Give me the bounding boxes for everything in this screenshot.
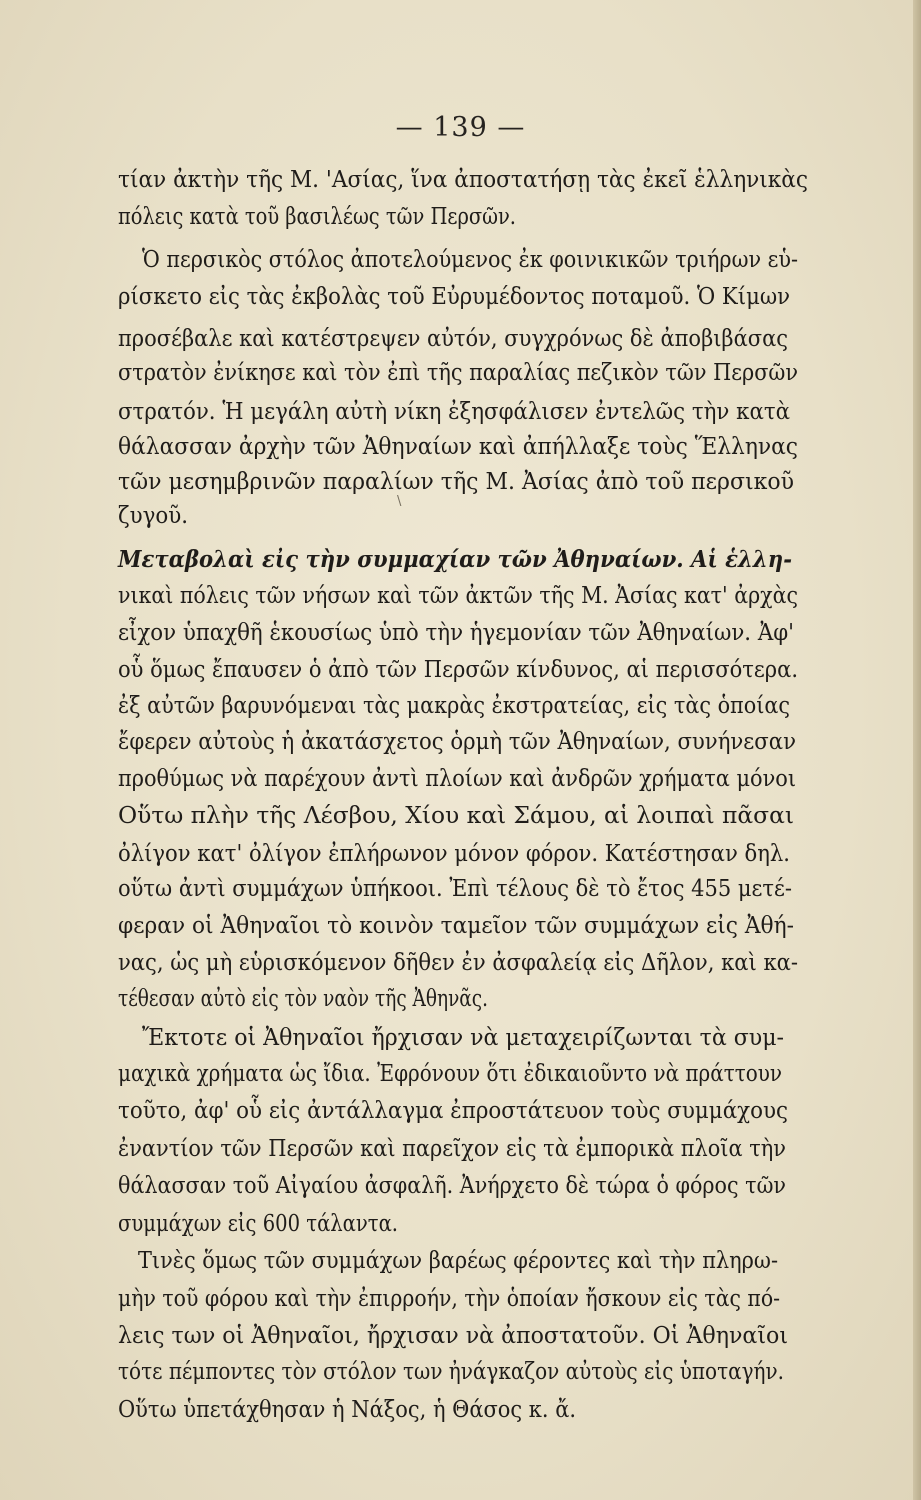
text-line: θάλασσαν τοῦ Αἰγαίου ἀσφαλῆ. Ἀνήρχετο δὲ τώρα ὁ φόρος τῶν bbox=[118, 1171, 786, 1199]
page-edge bbox=[913, 0, 921, 1500]
text-line: μὴν τοῦ φόρου καὶ τὴν ἐπιρροήν, τὴν ὁποίαν ἤσκουν εἰς τὰς πό- bbox=[118, 1284, 781, 1312]
text-line: τοῦτο, ἀφ' οὗ εἰς ἀντάλλαγμα ἐπροστάτευον τοὺς συμμάχους bbox=[118, 1096, 788, 1124]
text-line: στρατὸν ἐνίκησε καὶ τὸν ἐπὶ τῆς παραλίας πεζικὸν τῶν Περσῶν bbox=[118, 358, 799, 386]
text-line: φεραν οἱ Ἀθηναῖοι τὸ κοινὸν ταμεῖον τῶν συμμάχων εἰς Ἀθή- bbox=[118, 911, 794, 939]
text-line: στρατόν. Ἡ μεγάλη αὐτὴ νίκη ἐξησφάλισεν ἐντελῶς τὴν κατὰ bbox=[118, 397, 791, 425]
text-line: λεις των οἱ Ἀθηναῖοι, ἤρχισαν νὰ ἀποστατοῦν. Οἱ Ἀθηναῖοι bbox=[118, 1321, 789, 1349]
text-line: τίαν ἀκτὴν τῆς Μ. 'Ασίας, ἵνα ἀποστατήσῃ τὰς ἐκεῖ ἑλληνικὰς bbox=[118, 165, 809, 193]
text-line: ρίσκετο εἰς τὰς ἐκβολὰς τοῦ Εὐρυμέδοντος ποταμοῦ. Ὁ Κίμων bbox=[118, 282, 791, 310]
stray-mark: \ bbox=[397, 494, 402, 509]
text-line: Οὕτω πλὴν τῆς Λέσβου, Χίου καὶ Σάμου, αἱ λοιπαὶ πᾶσαι bbox=[118, 801, 794, 829]
text-line: τέθεσαν αὐτὸ εἰς τὸν ναὸν τῆς Ἀθηνᾶς. bbox=[118, 984, 489, 1012]
text-line: τότε πέμποντες τὸν στόλον των ἠνάγκαζον αὐτοὺς εἰς ὑποταγήν. bbox=[118, 1357, 785, 1385]
text-line: ἐναντίον τῶν Περσῶν καὶ παρεῖχον εἰς τὰ ἐμπορικὰ πλοῖα τὴν bbox=[118, 1134, 787, 1162]
text-line: τῶν μεσημβρινῶν παραλίων τῆς Μ. Ἀσίας ἀπὸ τοῦ περσικοῦ bbox=[118, 467, 795, 495]
text-line: μαχικὰ χρήματα ὡς ἴδια. Ἐφρόνουν ὅτι ἐδικαιοῦντο νὰ πράττουν bbox=[118, 1059, 783, 1087]
text-line: ζυγοῦ. bbox=[118, 501, 189, 529]
text-line: προθύμως νὰ παρέχουν ἀντὶ πλοίων καὶ ἀνδρῶν χρήματα μόνοι bbox=[118, 764, 797, 792]
text-line: Ὁ περσικὸς στόλος ἀποτελούμενος ἐκ φοινικικῶν τριήρων εὑ- bbox=[142, 245, 798, 273]
text-line: εἶχον ὑπαχθῆ ἑκουσίως ὑπὸ τὴν ἡγεμονίαν τῶν Ἀθηναίων. Ἀφ' bbox=[118, 618, 795, 646]
text-line: νικαὶ πόλεις τῶν νήσων καὶ τῶν ἀκτῶν τῆς Μ. Ἀσίας κατ' ἀρχὰς bbox=[118, 581, 798, 609]
text-line: πόλεις κατὰ τοῦ βασιλέως τῶν Περσῶν. bbox=[118, 202, 516, 230]
text-line: Τινὲς ὅμως τῶν συμμάχων βαρέως φέροντες καὶ τὴν πληρω- bbox=[138, 1246, 778, 1274]
text-line: Ἔκτοτε οἱ Ἀθηναῖοι ἤρχισαν νὰ μεταχειρίζωνται τὰ συμ- bbox=[142, 1023, 785, 1051]
page-number: — 139 — bbox=[395, 112, 526, 143]
text-line: συμμάχων εἰς 600 τάλαντα. bbox=[118, 1209, 399, 1237]
text-line: Οὕτω ὑπετάχθησαν ἡ Νάξος, ἡ Θάσος κ. ἄ. bbox=[118, 1395, 577, 1423]
text-line: θάλασσαν ἀρχὴν τῶν Ἀθηναίων καὶ ἀπήλλαξε τοὺς Ἕλληνας bbox=[118, 432, 799, 460]
text-line: οὗ ὅμως ἔπαυσεν ὁ ἀπὸ τῶν Περσῶν κίνδυνος, αἱ περισσότερα. bbox=[118, 655, 799, 683]
section-heading-line: Μεταβολαὶ εἰς τὴν συμμαχίαν τῶν Ἀθηναίων. Αἱ ἑλλη- bbox=[118, 545, 793, 573]
text-line: ὀλίγον κατ' ὀλίγον ἐπλήρωνον μόνον φόρον. Κατέστησαν δηλ. bbox=[118, 839, 790, 867]
text-line: οὕτω ἀντὶ συμμάχων ὑπήκοοι. Ἐπὶ τέλους δὲ τὸ ἔτος 455 μετέ- bbox=[118, 874, 793, 902]
text-line: προσέβαλε καὶ κατέστρεψεν αὐτόν, συγχρόνως δὲ ἀποβιβάσας bbox=[118, 324, 788, 352]
text-line: ἔφερεν αὐτοὺς ἡ ἀκατάσχετος ὁρμὴ τῶν Ἀθηναίων, συνήνεσαν bbox=[118, 727, 796, 755]
text-line: ἐξ αὐτῶν βαρυνόμεναι τὰς μακρὰς ἐκστρατείας, εἰς τὰς ὁποίας bbox=[118, 691, 790, 719]
text-line: νας, ὡς μὴ εὑρισκόμενον δῆθεν ἐν ἀσφαλείᾳ εἰς Δῆλον, καὶ κα- bbox=[118, 948, 798, 976]
